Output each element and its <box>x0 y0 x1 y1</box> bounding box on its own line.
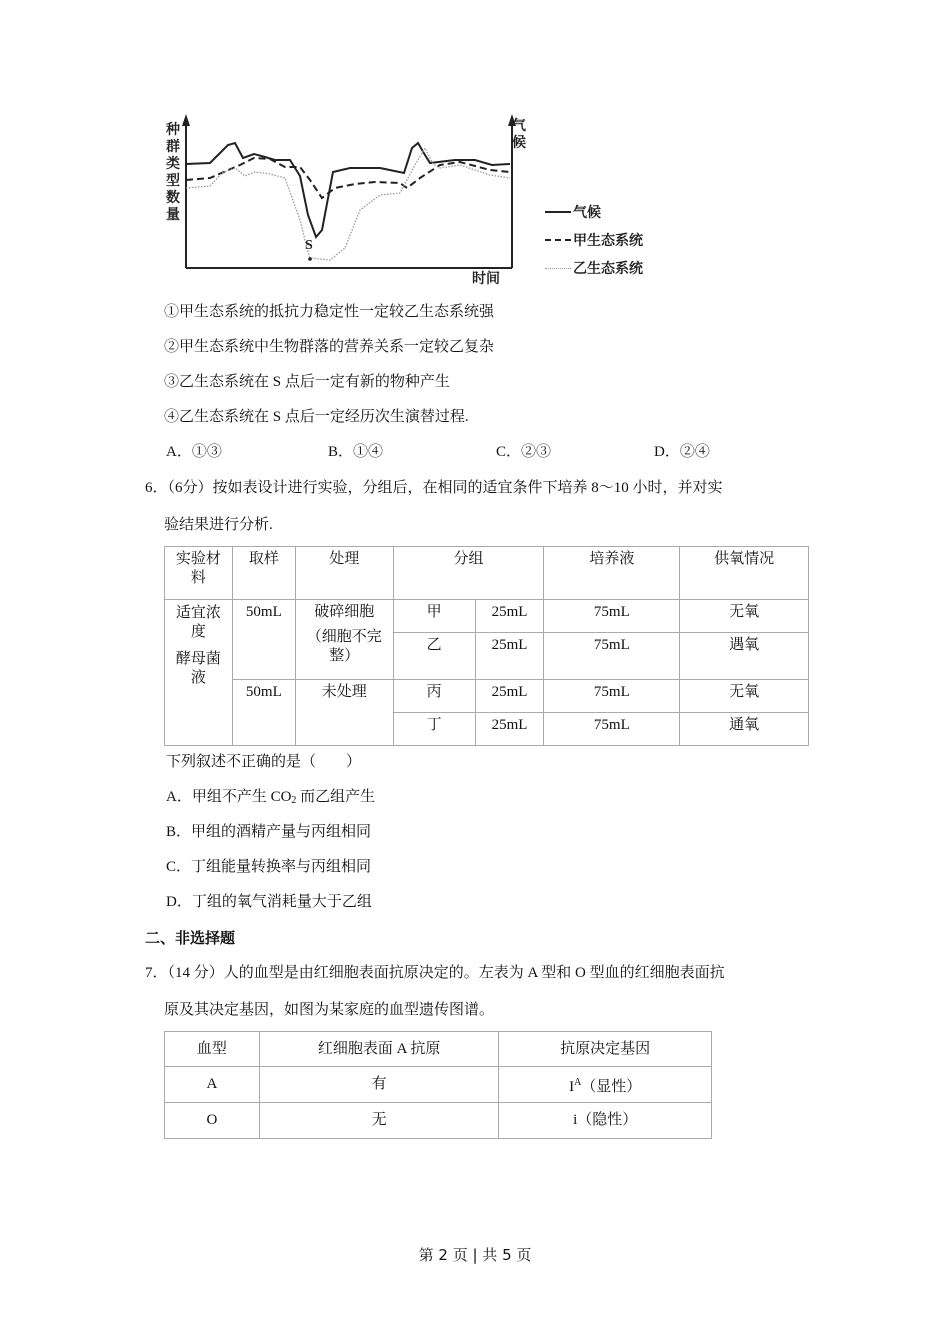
q6-question: 下列叙述不正确的是（ ） <box>166 754 362 770</box>
blood-type-table <box>164 1031 712 1139</box>
legend-item-yi: 乙生态系统 <box>545 254 643 282</box>
gene-cell: i（隐性） <box>499 1103 712 1139</box>
statement-1: ①甲生态系统的抵抗力稳定性一定较乙生态系统强 <box>164 304 495 320</box>
q6-stem-line2: 验结果进行分析. <box>164 517 273 533</box>
group-cell: 乙 <box>393 633 475 680</box>
medium-cell: 75mL <box>544 600 680 633</box>
point-s-label: S <box>305 238 313 253</box>
header-oxygen: 供氧情况 <box>680 547 809 600</box>
q5-option-c: C．②③ <box>496 444 552 460</box>
material-cell: 适宜浓 度 酵母菌 液 <box>165 600 233 746</box>
oxygen-cell: 遇氧 <box>680 633 809 680</box>
volume-cell: 25mL <box>475 600 544 633</box>
dashed-line-swatch <box>545 239 571 241</box>
q7-stem-line1: 7．（14 分）人的血型是由红细胞表面抗原决定的。左表为 A 型和 O 型血的红细胞表面抗 <box>145 965 725 981</box>
treatment-cell: 破碎细胞 （细胞不完 整） <box>295 600 393 680</box>
table-header-row <box>165 1032 712 1067</box>
sample-cell: 50mL <box>232 600 295 680</box>
oxygen-cell: 无氧 <box>680 680 809 713</box>
q5-option-b: B．①④ <box>328 444 384 460</box>
header-gene: 抗原决定基因 <box>499 1032 712 1067</box>
x-axis-label: 时间 <box>472 271 500 287</box>
q6-option-d: D．丁组的氧气消耗量大于乙组 <box>166 894 372 910</box>
ecosystem-line-chart <box>150 110 670 290</box>
legend-item-jia: 甲生态系统 <box>545 226 643 254</box>
group-cell: 甲 <box>393 600 475 633</box>
q6-stem-line1: 6．（6分）按如表设计进行实验，分组后，在相同的适宜条件下培养 8～10 小时，并对实 <box>145 480 723 496</box>
y2-axis-label: 气候 <box>512 118 526 151</box>
medium-cell: 75mL <box>544 633 680 680</box>
dotted-line-swatch <box>545 268 571 269</box>
header-blood-type: 血型 <box>165 1032 260 1067</box>
solid-line-swatch <box>545 211 571 213</box>
treatment-cell: 未处理 <box>295 680 393 746</box>
experiment-table <box>164 546 809 746</box>
header-treatment: 处理 <box>295 547 393 600</box>
volume-cell: 25mL <box>475 633 544 680</box>
y-axis-label: 种群类型数量 <box>166 122 180 223</box>
volume-cell: 25mL <box>475 713 544 746</box>
group-cell: 丁 <box>393 713 475 746</box>
antigen-cell: 无 <box>259 1103 499 1139</box>
oxygen-cell: 无氧 <box>680 600 809 633</box>
header-medium: 培养液 <box>544 547 680 600</box>
page-footer: 第 2 页 | 共 5 页 <box>418 1246 532 1264</box>
header-sample: 取样 <box>232 547 295 600</box>
volume-cell: 25mL <box>475 680 544 713</box>
table-row <box>165 680 809 713</box>
header-group: 分组 <box>393 547 544 600</box>
oxygen-cell: 通氧 <box>680 713 809 746</box>
table-row <box>165 600 809 633</box>
q5-option-a: A．①③ <box>166 444 222 460</box>
q6-option-b: B．甲组的酒精产量与丙组相同 <box>166 824 372 840</box>
table-row <box>165 1103 712 1139</box>
medium-cell: 75mL <box>544 713 680 746</box>
gene-cell: $I^A$（显性） <box>499 1067 712 1103</box>
statement-2: ②甲生态系统中生物群落的营养关系一定较乙复杂 <box>164 339 495 355</box>
chart-legend <box>545 198 643 282</box>
medium-cell: 75mL <box>544 680 680 713</box>
q6-option-c: C．丁组能量转换率与丙组相同 <box>166 859 372 875</box>
section-title: 二、非选择题 <box>145 929 236 947</box>
legend-item-climate: 气候 <box>545 198 643 226</box>
statement-3: ③乙生态系统在 S 点后一定有新的物种产生 <box>164 374 450 390</box>
group-cell: 丙 <box>393 680 475 713</box>
table-row <box>165 1067 712 1103</box>
header-antigen: 红细胞表面 A 抗原 <box>259 1032 499 1067</box>
blood-type-cell: A <box>165 1067 260 1103</box>
sample-cell: 50mL <box>232 680 295 746</box>
q7-stem-line2: 原及其决定基因，如图为某家庭的血型遗传图谱。 <box>164 1002 495 1018</box>
header-material: 实验材 料 <box>165 547 233 600</box>
blood-type-cell: O <box>165 1103 260 1139</box>
q5-option-d: D．②④ <box>654 444 710 460</box>
table-header-row <box>165 547 809 600</box>
antigen-cell: 有 <box>259 1067 499 1103</box>
statement-4: ④乙生态系统在 S 点后一定经历次生演替过程. <box>164 409 469 425</box>
q6-option-a: A．甲组不产生 $CO_2$ 而乙组产生 <box>166 789 376 806</box>
